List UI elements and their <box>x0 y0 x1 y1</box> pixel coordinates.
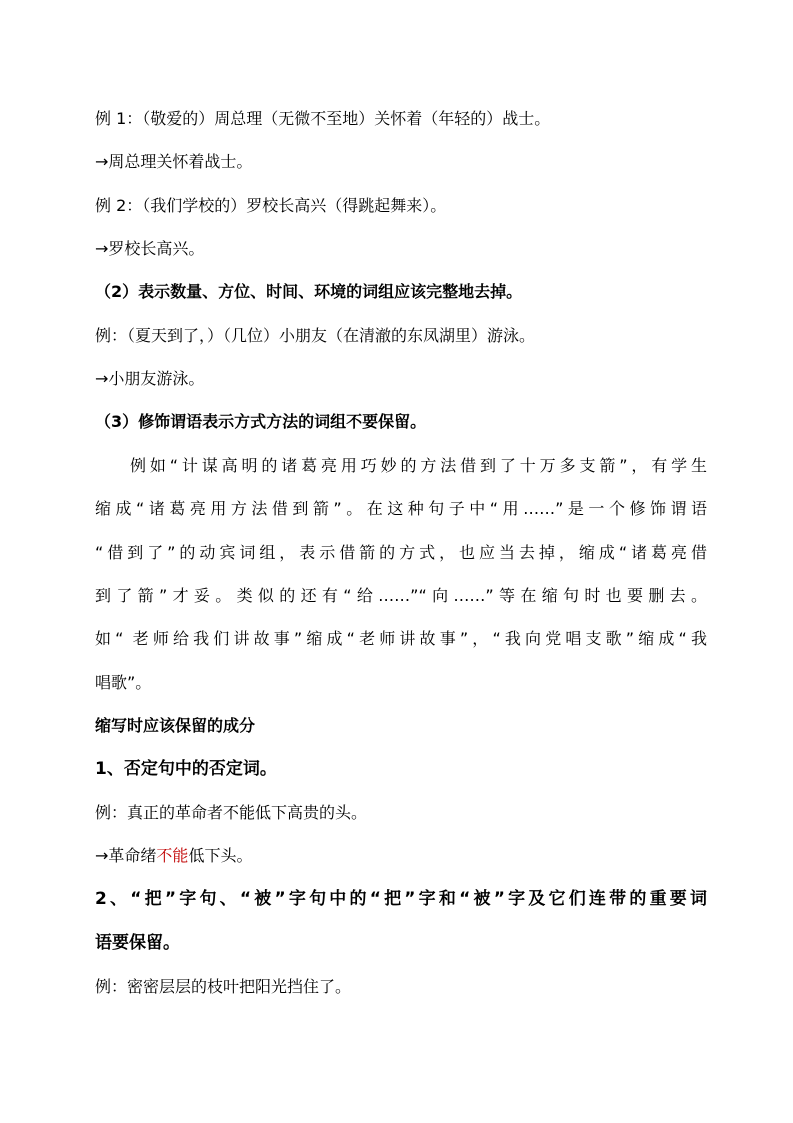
rule-2-example: 例：（夏天到了，）（几位）小朋友（在清澈的东凤湖里）游泳。 <box>95 326 536 345</box>
result-suffix: 低下头。 <box>188 846 253 865</box>
rule-3-paragraph-line-3: “借到了”的动宾词组，表示借箭的方式，也应当去掉，缩成“诸葛亮借 <box>95 543 707 562</box>
result-prefix: →革命绪 <box>95 846 157 865</box>
example-2-result: →罗校长高兴。 <box>95 239 205 258</box>
keep-rule-1-result <box>95 845 707 867</box>
keep-rule-2-heading-line-2: 语要保留。 <box>95 933 180 953</box>
rule-3-paragraph-line-5: 如“ 老师给我们讲故事”缩成“老师讲故事”，“我向党唱支歌”缩成“我 <box>95 629 707 648</box>
keep-rule-1-heading: 1、否定句中的否定词。 <box>95 759 277 779</box>
rule-2-result: →小朋友游泳。 <box>95 369 205 388</box>
rule-3-heading: （3）修饰谓语表示方式方法的词组不要保留。 <box>95 412 427 431</box>
rule-3-paragraph-line-4: 到了箭”才妥。类似的还有“给……”“向……”等在缩句时也要删去。 <box>95 586 707 605</box>
rule-3-paragraph-line-6: 唱歌”。 <box>95 673 152 692</box>
rule-3-paragraph-line-2: 缩成“诸葛亮用方法借到箭”。在这种句子中“用……”是一个修饰谓语 <box>95 499 707 518</box>
rule-2-heading: （2）表示数量、方位、时间、环境的词组应该完整地去掉。 <box>95 282 523 301</box>
example-1-sentence: 例 1：（敬爱的）周总理（无微不至地）关怀着（年轻的）战士。 <box>95 109 551 128</box>
keep-rule-1-example: 例：真正的革命者不能低下高贵的头。 <box>95 803 368 822</box>
keep-rule-2-heading-line-1: 2、“把”字句、“被”字句中的“把”字和“被”字及它们连带的重要词 <box>95 889 707 909</box>
highlighted-negation: 不能 <box>156 846 189 865</box>
example-2-sentence: 例 2：（我们学校的）罗校长高兴（得跳起舞来）。 <box>95 196 447 215</box>
example-1-result: →周总理关怀着战士。 <box>95 152 253 171</box>
keep-rule-2-example: 例：密密层层的枝叶把阳光挡住了。 <box>95 977 352 996</box>
rule-3-paragraph-line-1: 例如“计谋高明的诸葛亮用巧妙的方法借到了十万多支箭”，有学生 <box>130 456 707 475</box>
section-heading-keep: 缩写时应该保留的成分 <box>95 716 256 735</box>
